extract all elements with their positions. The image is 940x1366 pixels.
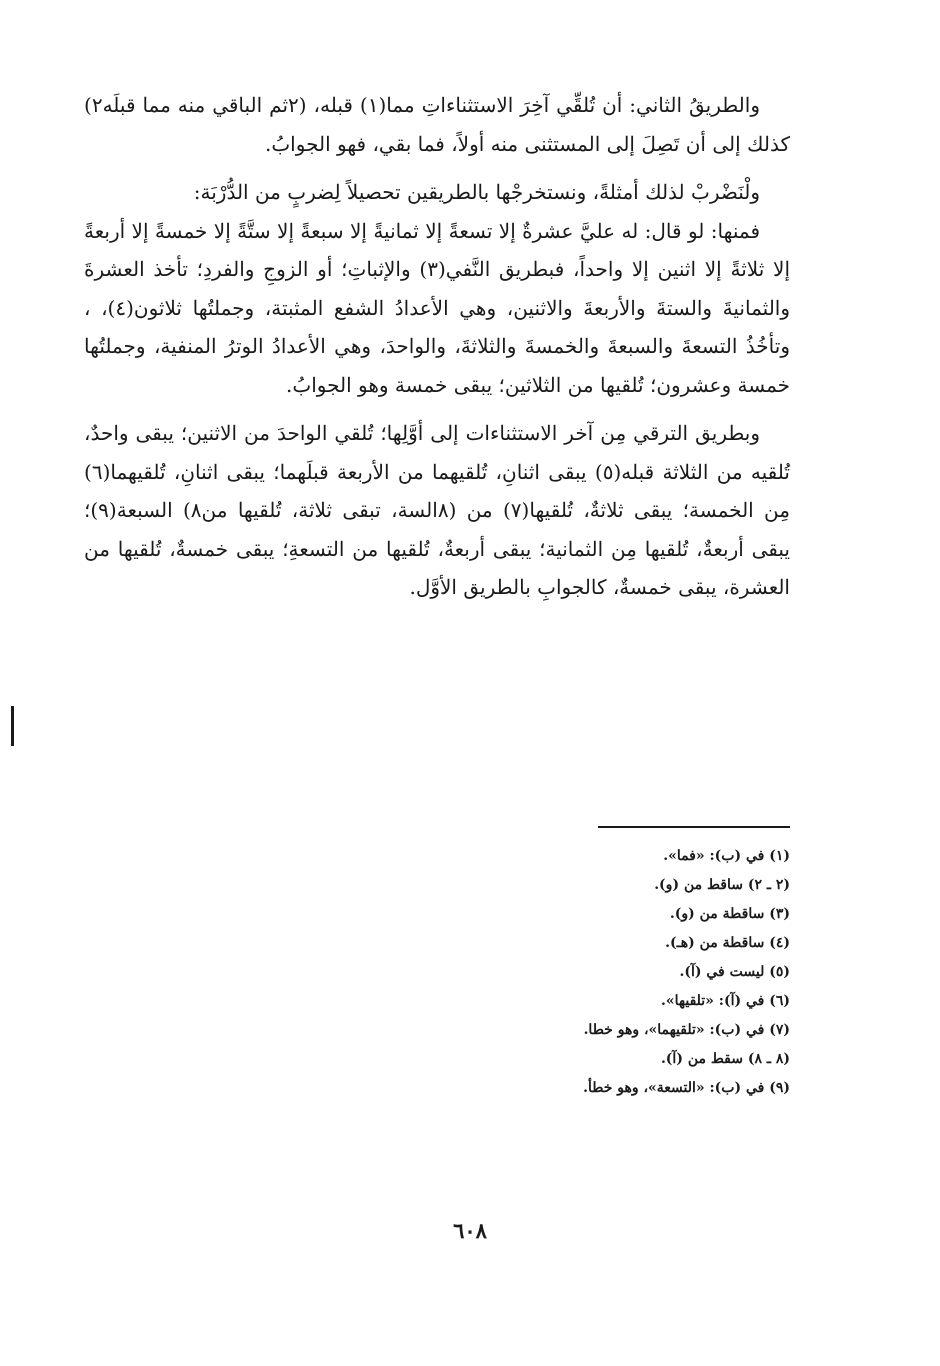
page-number: ٦٠٨ [453,1218,487,1243]
footnote-item: (١) في (ب): «فما». [663,848,790,864]
footnote-item: (٣) ساقطة من (و). [669,906,790,922]
paragraph-first-example: فمنها: لو قال: له عليَّ عشرةٌ إلا تسعةً إلا ثمانيةً إلا سبعةً إلا ستَّةً إلا خمسةً إلا أربعةً إلا ثلاثةً إلا اثنين إلا واحداً، فبطريق النَّفي(٣) والإثباتِ؛ أو الزوجِ والفردِ؛ تأخذ العشرةَ والثمانيةَ والستةَ والأربعةَ والاثنين، وهي الأعدادُ الشفع المثبتة، وجملتُها ثلاثون(٤)، ، وتأخُذُ التسعةَ والسبعةَ والخمسةَ والثلاثةَ، والواحدَ، وهي الأعدادُ الوترُ المنفية، وجملتُها خمسة وعشرون؛ تُلقيها من الثلاثين؛ يبقى خمسة وهو الجوابُ. [84,218,790,397]
footnote-divider [598,826,790,828]
main-text [84,86,790,607]
margin-mark [11,706,14,746]
footnote-item: (٤) ساقطة من (هـ). [665,935,790,951]
footnote-item: (٧) في (ب): «تلقيهما»، وهو خطا. [583,1022,790,1038]
paragraph-examples-intro: ولْنَضْربْ لذلك أمثلةً، ونستخرجْها بالطريقين تحصيلاً لِضربٍ من الدُّرْبَة: [193,180,760,204]
paragraph-ascending-method: وبطريق الترقي مِن آخر الاستثناءات إلى أوَّلِها؛ تُلقي الواحدَ من الاثنين؛ يبقى واحدٌ، تُلقيه من الثلاثة قبله(٥) يبقى اثنانِ، تُلقيهما من الأربعة قبلَهما؛ يبقى اثنانِ، تُلقيهما(٦) مِن الخمسة؛ يبقى ثلاثةٌ، تُلقيها(٧) من (٨السة، تبقى ثلاثة، تُلقيها من٨) السبعة(٩)؛ يبقى أربعةٌ، تُلقيها مِن الثمانية؛ يبقى أربعةٌ، تُلقيها من التسعةِ؛ يبقى خمسةٌ، تُلقيها من العشرة، يبقى خمسةٌ، كالجوابِ بالطريق الأوَّل. [84,421,790,599]
footnotes [420,842,790,1103]
footnote-item: (٨ ـ ٨) سقط من (آ). [660,1051,790,1067]
footnote-item: (٢ ـ ٢) ساقط من (و). [654,877,790,893]
footnote-item: (٦) في (آ): «تلقيها». [661,993,790,1009]
footnote-item: (٩) في (ب): «التسعة»، وهو خطأ. [583,1080,790,1096]
footnote-item: (٥) ليست في (آ). [679,964,790,980]
paragraph-second-method: والطريقُ الثاني: أن تُلقِّي آخِرَ الاستثناءاتِ مما(١) قبله، (٢ثم الباقي منه مما قبلَه٢) كذلك إلى أن تَصِلَ إلى المستثنى منه أولاً، فما بقي، فهو الجوابُ. [84,93,790,156]
